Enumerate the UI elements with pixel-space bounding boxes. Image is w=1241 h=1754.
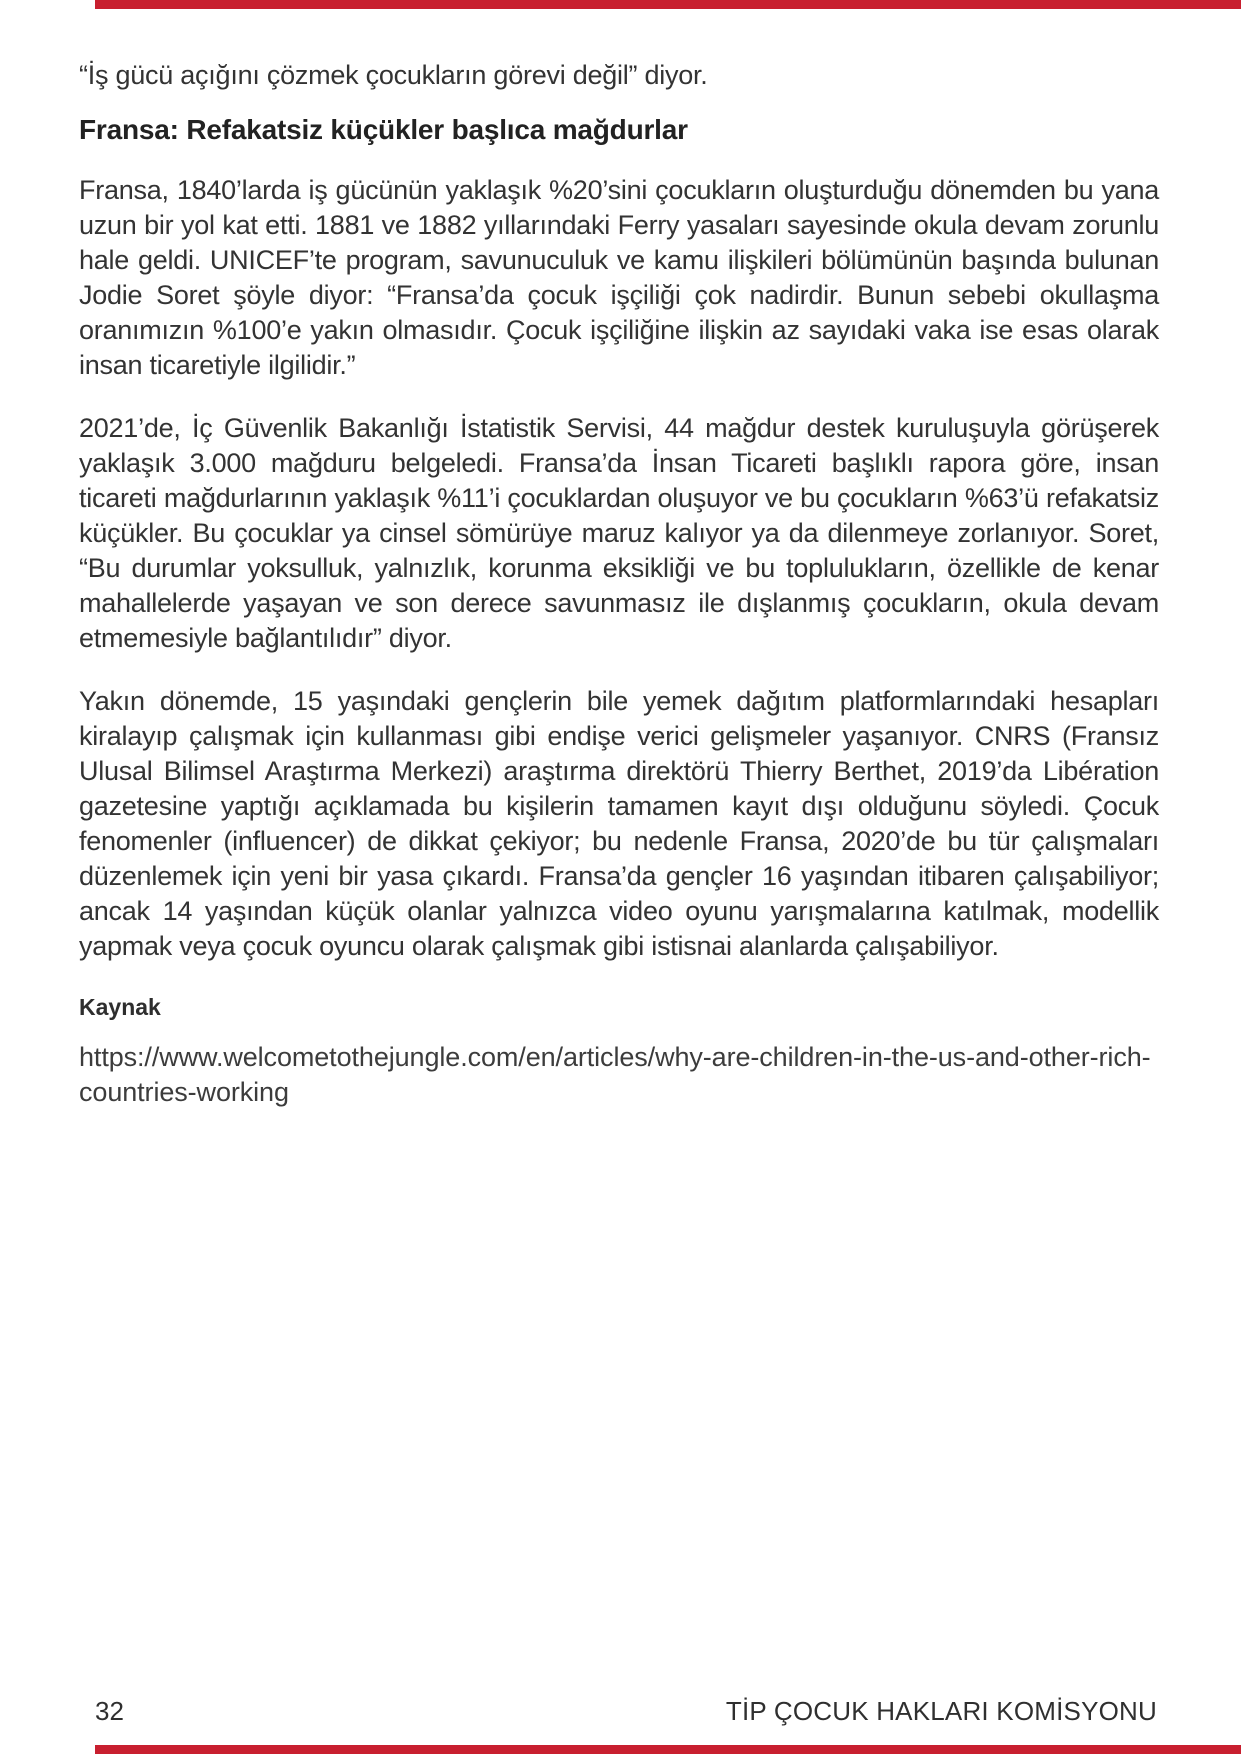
section-heading: Fransa: Refakatsiz küçükler başlıca mağdurlar [79,114,688,145]
paragraph-france-history: Fransa, 1840’larda iş gücünün yaklaşık %20’sini çocukların oluşturduğu dönemden bu yana uzun bir yol kat etti. 1881 ve 1882 yıllarındaki Ferry yasaları sayesinde okula devam zorunlu hale geldi. UNICEF’te program, savunuculuk ve kamu ilişkileri bölümünün başında bulunan Jodie Soret şöyle diyor: “Fransa’da çocuk işçiliği çok nadirdir. Bunun sebebi okullaşma oranımızın %100’e yakın olmasıdır. Çocuk işçiliğine ilişkin az sayıdaki vaka ise esas olarak insan ticaretiyle ilgilidir.” [79,175,1159,380]
bottom-accent-bar [95,1745,1241,1754]
page-number: 32 [95,1696,124,1726]
source-label: Kaynak [79,994,161,1020]
quote-line: “İş gücü açığını çözmek çocukların görevi değil” diyor. [79,60,708,90]
page-footer [95,1696,1157,1726]
footer-organization: TİP ÇOCUK HAKLARI KOMİSYONU [725,1696,1157,1726]
page-content [79,58,1159,1110]
source-url-link[interactable]: https://www.welcometothejungle.com/en/articles/why-are-children-in-the-us-and-other-rich-countries-working [79,1042,1151,1107]
paragraph-trafficking-report: 2021’de, İç Güvenlik Bakanlığı İstatistik Servisi, 44 mağdur destek kuruluşuyla görüşerek yaklaşık 3.000 mağduru belgeledi. Fransa’da İnsan Ticareti başlıklı rapora göre, insan ticareti mağdurlarının yaklaşık %11’i çocuklardan oluşuyor ve bu çocukların %63’ü refakatsiz küçükler. Bu çocuklar ya cinsel sömürüye maruz kalıyor ya da dilenmeye zorlanıyor. Soret, “Bu durumlar yoksulluk, yalnızlık, korunma eksikliği ve bu toplulukların, özellikle de kenar mahallelerde yaşayan ve son derece savunmasız ile dışlanmış çocukların, okula devam etmemesiyle bağlantılıdır” diyor. [79,413,1159,653]
top-accent-bar [95,0,1241,9]
paragraph-recent-developments: Yakın dönemde, 15 yaşındaki gençlerin bile yemek dağıtım platformlarındaki hesapları kiralayıp çalışmak için kullanması gibi endişe verici gelişmeler yaşanıyor. CNRS (Fransız Ulusal Bilimsel Araştırma Merkezi) araştırma direktörü Thierry Berthet, 2019’da Libération gazetesine yaptığı açıklamada bu kişilerin tamamen kayıt dışı olduğunu söyledi. Çocuk fenomenler (influencer) de dikkat çekiyor; bu nedenle Fransa, 2020’de bu tür çalışmaları düzenlemek için yeni bir yasa çıkardı. Fransa’da gençler 16 yaşından itibaren çalışabiliyor; ancak 14 yaşından küçük olanlar yalnızca video oyunu yarışmalarına katılmak, modellik yapmak veya çocuk oyuncu olarak çalışmak gibi istisnai alanlarda çalışabiliyor. [79,686,1159,961]
